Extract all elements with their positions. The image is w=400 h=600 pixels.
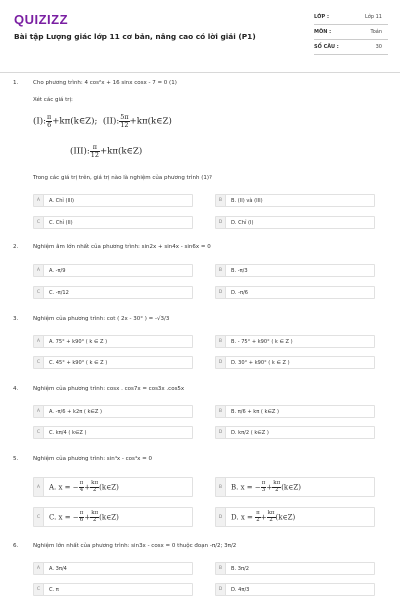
question-text: Nghiệm của phương trình: cosx . cos7x = cos3x .cos5x (33, 386, 185, 392)
option-letter: C (34, 357, 44, 368)
meta-value: Toán (370, 29, 382, 35)
question-text: Nghiệm âm lớn nhất của phương trình: sin2x + sin4x - sin6x = 0 (33, 244, 211, 250)
question-number: 5. (13, 456, 19, 462)
answer-option[interactable] (215, 405, 375, 418)
option-letter: D (216, 427, 226, 438)
meta-label: SỐ CÂU : (314, 44, 339, 50)
answer-option[interactable] (215, 335, 375, 348)
option-text (226, 511, 295, 524)
numerator: π (256, 509, 260, 516)
option-prefix: A. x = − (49, 483, 79, 491)
answer-option[interactable] (215, 477, 375, 497)
fraction (272, 481, 281, 494)
answer-option[interactable] (33, 405, 193, 418)
question-text: Nghiệm của phương trình: sin⁴x - cos⁴x = 0 (33, 456, 152, 462)
answer-option[interactable] (33, 426, 193, 439)
math-values-line1 (33, 114, 172, 128)
denominator: 2 (92, 486, 97, 493)
answer-option[interactable] (215, 562, 375, 575)
meta-value: 30 (375, 44, 382, 50)
numerator: π (79, 509, 84, 516)
option-text: D. 4π/3 (231, 586, 250, 593)
option-prefix: C. x = − (49, 513, 79, 521)
option-letter: B (216, 563, 226, 574)
option-letter: A (34, 478, 44, 496)
option-text: D. 30° + k90° ( k ∈ Z ) (231, 359, 290, 366)
math-label: (II): (102, 116, 120, 127)
option-text: C. π (49, 586, 59, 593)
option-text: A. Chỉ (III) (49, 197, 74, 204)
meta-row-class (314, 10, 388, 25)
option-letter: A (34, 563, 44, 574)
option-operator: + (266, 483, 273, 491)
option-text: C. -π/12 (49, 289, 69, 296)
answer-option[interactable] (33, 216, 193, 229)
answer-option[interactable] (33, 335, 193, 348)
fraction (267, 511, 276, 524)
numerator: kπ (91, 509, 99, 516)
math-rest: +kπ(k∈Z); (52, 116, 98, 127)
meta-label: LỚP : (314, 14, 329, 20)
question-number: 6. (13, 543, 19, 549)
question-number: 4. (13, 386, 19, 392)
option-text: C. Chỉ (II) (49, 219, 73, 226)
option-letter: C (34, 584, 44, 595)
option-letter: D (216, 357, 226, 368)
option-text: D. kπ/2 ( k∈Z ) (231, 429, 269, 436)
denominator: 12 (120, 120, 129, 129)
question-number: 2. (13, 244, 19, 250)
option-text: B. - 75° + k90° ( k ∈ Z ) (231, 338, 293, 345)
fraction (119, 114, 129, 128)
answer-option[interactable] (33, 562, 193, 575)
answer-option[interactable] (33, 583, 193, 596)
option-letter: D (216, 217, 226, 228)
fraction (90, 144, 100, 158)
answer-option[interactable] (33, 264, 193, 277)
question-text: Nghiệm của phương trình: cot ( 2x - 30° ) = -√3/3 (33, 316, 170, 322)
answer-option[interactable] (33, 286, 193, 299)
math-rest: +kπ(k∈Z) (99, 146, 143, 157)
option-text: B. (II) và (III) (231, 197, 263, 204)
option-letter: C (34, 217, 44, 228)
meta-row-subject (314, 25, 388, 40)
worksheet-meta (314, 10, 388, 55)
option-letter: C (34, 427, 44, 438)
option-suffix: (k∈Z) (275, 513, 296, 521)
numerator: kπ (273, 479, 281, 486)
worksheet-header (0, 0, 400, 70)
option-letter: A (34, 195, 44, 206)
answer-option[interactable] (215, 507, 375, 527)
option-text: B. 3π/2 (231, 565, 249, 572)
numerator: 5π (120, 113, 129, 121)
answer-option[interactable] (215, 426, 375, 439)
denominator: 6 (47, 120, 52, 129)
option-suffix: (k∈Z) (99, 483, 119, 491)
math-label: (I): (33, 116, 46, 127)
option-letter: B (216, 265, 226, 276)
answer-option[interactable] (215, 216, 375, 229)
meta-label: MÔN : (314, 29, 332, 35)
option-letter: D (216, 508, 226, 526)
option-text: D. -π/6 (231, 289, 249, 296)
option-operator: + (84, 483, 91, 491)
numerator: π (79, 479, 84, 486)
numerator: π (261, 479, 266, 486)
question-text: Nghiệm lớn nhất của phương trình: sin3x - cosx = 0 thuộc đoạn -π/2; 3π/2 (33, 543, 237, 549)
option-letter: A (34, 265, 44, 276)
answer-option[interactable] (215, 194, 375, 207)
option-text: B. π/6 + kπ ( k∈Z ) (231, 408, 279, 415)
answer-option[interactable] (215, 286, 375, 299)
option-suffix: (k∈Z) (281, 483, 301, 491)
option-text: B. -π/3 (231, 267, 248, 274)
option-text (44, 481, 119, 494)
answer-option[interactable] (33, 194, 193, 207)
answer-option[interactable] (33, 477, 193, 497)
answer-option[interactable] (215, 356, 375, 369)
math-values-line2 (70, 144, 142, 158)
meta-value: Lớp 11 (365, 14, 382, 20)
denominator: 3 (261, 486, 266, 493)
answer-option[interactable] (33, 356, 193, 369)
header-divider (0, 72, 400, 73)
fraction (90, 511, 99, 524)
question-prompt: Trong các giá trị trên, giá trị nào là nghiệm của phương trình (1)? (33, 175, 212, 181)
option-letter: A (34, 336, 44, 347)
option-letter: C (34, 287, 44, 298)
option-text: C. kπ/4 ( k∈Z ) (49, 429, 87, 436)
fraction (90, 481, 99, 494)
math-rest: +kπ(k∈Z) (129, 116, 172, 127)
denominator: 2 (269, 516, 273, 523)
numerator: π (90, 144, 100, 152)
option-letter: C (34, 508, 44, 526)
numerator: kπ (91, 479, 99, 486)
option-prefix: D. x = (231, 513, 256, 521)
numerator: π (47, 113, 52, 121)
option-text (44, 511, 119, 524)
denominator: 2 (256, 516, 260, 523)
option-letter: D (216, 584, 226, 595)
option-operator: + (84, 513, 91, 521)
option-letter: A (34, 406, 44, 417)
denominator: 6 (79, 516, 84, 523)
option-text: D. Chỉ (I) (231, 219, 254, 226)
option-suffix: (k∈Z) (99, 513, 119, 521)
denominator: 4 (79, 486, 84, 493)
option-letter: B (216, 478, 226, 496)
math-label: (III): (70, 146, 90, 157)
option-text: A. 3π/4 (49, 565, 67, 572)
option-prefix: B. x = − (231, 483, 261, 491)
option-letter: B (216, 336, 226, 347)
option-letter: B (216, 195, 226, 206)
option-text: C. 45° + k90° ( k ∈ Z ) (49, 359, 108, 366)
question-number: 1. (13, 80, 19, 86)
meta-row-count (314, 40, 388, 55)
option-letter: D (216, 287, 226, 298)
quizizz-logo: QUIZIZZ (14, 12, 69, 27)
denominator: 2 (92, 516, 97, 523)
question-number: 3. (13, 316, 19, 322)
denominator: 2 (274, 486, 279, 493)
worksheet-title: Bài tập Lượng giác lớp 11 cơ bản, nâng cao có lời giải (P1) (14, 32, 256, 41)
question-text: Cho phương trình: 4 cos²x + 16 sinx cosx - 7 = 0 (1) (33, 80, 177, 86)
question-subtext: Xét các giá trị: (33, 97, 73, 103)
option-text: A. 75° + k90° ( k ∈ Z ) (49, 338, 108, 345)
numerator: kπ (267, 509, 275, 516)
answer-option[interactable] (33, 507, 193, 527)
option-text: A. -π/6 + k2π ( k∈Z ) (49, 408, 102, 415)
answer-option[interactable] (215, 583, 375, 596)
denominator: 12 (90, 150, 99, 159)
option-text: A. -π/9 (49, 267, 66, 274)
option-letter: B (216, 406, 226, 417)
option-text (226, 481, 301, 494)
answer-option[interactable] (215, 264, 375, 277)
option-operator: + (260, 513, 267, 521)
